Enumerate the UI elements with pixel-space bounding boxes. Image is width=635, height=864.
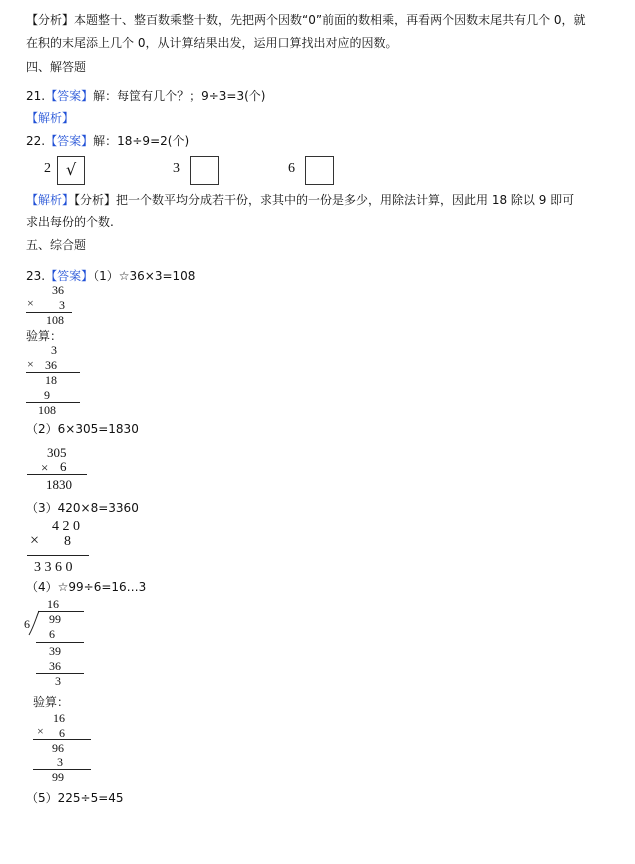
remainder: 3 <box>55 674 61 688</box>
section-heading-5: 五、综合题 <box>26 238 87 252</box>
box-label: 2 <box>44 161 51 176</box>
question-number: 22. <box>26 134 46 148</box>
answer-tag: 【答案】 <box>45 89 94 103</box>
times-sign: × <box>27 357 34 371</box>
quotient: 16 <box>47 597 59 611</box>
question-number: 21. <box>26 89 46 103</box>
times-sign: × <box>30 532 40 549</box>
check-label: 验算： <box>33 695 70 709</box>
dividend: 99 <box>49 612 61 626</box>
product: 3 3 6 0 <box>34 560 73 575</box>
part-4: （4）☆99÷6=16…3 <box>26 580 147 594</box>
multiplicand: 3 <box>51 343 57 357</box>
remainder-step: 39 <box>49 644 61 658</box>
answer-text: 解：每筐有几个？；9÷3=3(个) <box>93 89 266 103</box>
answer-box <box>305 156 334 185</box>
analysis-tag: 【分析】 <box>26 13 75 27</box>
divider-line <box>36 642 84 643</box>
answer-text: 解：18÷9=2(个) <box>93 134 190 148</box>
times-sign: × <box>37 724 44 738</box>
part-5: （5）225÷5=45 <box>26 791 124 805</box>
multiplicand: 36 <box>52 283 64 297</box>
analysis-tag-21: 【解析】 <box>26 111 75 125</box>
division-bar <box>38 611 84 612</box>
product: 1830 <box>46 477 72 492</box>
divider-line <box>27 555 89 556</box>
divider-line <box>27 474 87 475</box>
analysis-22-line2: 求出每份的个数. <box>26 215 114 229</box>
addend: 3 <box>57 755 63 769</box>
multiplier: 6 <box>59 726 65 740</box>
analysis-tag: 【解析】 <box>26 193 75 207</box>
answer-tag: 【答案】 <box>45 269 94 283</box>
partial-product: 96 <box>52 741 64 755</box>
answer-box <box>190 156 219 185</box>
times-sign: × <box>27 296 34 310</box>
result: 99 <box>52 770 64 784</box>
section-heading-4: 四、解答题 <box>26 60 87 74</box>
analysis-text-1: 本题整十、整百数乘整十数，先把两个因数“0”前面的数相乘，再看两个因数末尾共有几个 0，就 <box>74 13 586 27</box>
multiplier: 3 <box>59 298 65 312</box>
divider-line <box>33 739 91 740</box>
check-mark-icon: √ <box>66 160 77 179</box>
multiplicand: 4 2 0 <box>52 519 80 534</box>
multiplier: 6 <box>60 459 67 474</box>
times-sign: × <box>41 460 49 475</box>
multiplicand: 16 <box>53 711 65 725</box>
question-22 <box>26 133 189 149</box>
analysis-text: 【分析】把一个数平均分成若干份，求其中的一份是多少，用除法计算，因此用 18 除以 9 即可 <box>74 193 575 207</box>
partial-product-2: 9 <box>44 388 50 402</box>
analysis-22-line1 <box>26 192 574 208</box>
multiplicand: 305 <box>47 445 67 460</box>
question-number: 23. <box>26 269 46 283</box>
question-23 <box>26 268 195 284</box>
analysis-paragraph-line2: 在积的末尾添上几个 0，从计算结果出发，运用口算找出对应的因数。 <box>26 36 398 50</box>
multiplier: 8 <box>64 534 71 549</box>
answer-text: （1）☆36×3=108 <box>93 269 196 283</box>
product: 108 <box>46 313 64 327</box>
box-label: 3 <box>173 161 180 176</box>
partial-product-1: 18 <box>45 373 57 387</box>
subtract-2: 36 <box>49 659 61 673</box>
analysis-paragraph-line1 <box>26 12 586 28</box>
answer-tag: 【答案】 <box>45 134 94 148</box>
part-2: （2）6×305=1830 <box>26 422 139 436</box>
multiplier: 36 <box>45 358 57 372</box>
box-label: 6 <box>288 161 295 176</box>
divisor: 6 <box>24 617 30 631</box>
part-3: （3）420×8=3360 <box>26 501 139 515</box>
answer-box <box>57 156 85 185</box>
subtract-1: 6 <box>49 627 55 641</box>
question-21 <box>26 88 266 104</box>
check-label: 验算： <box>26 329 63 343</box>
product: 108 <box>38 403 56 417</box>
